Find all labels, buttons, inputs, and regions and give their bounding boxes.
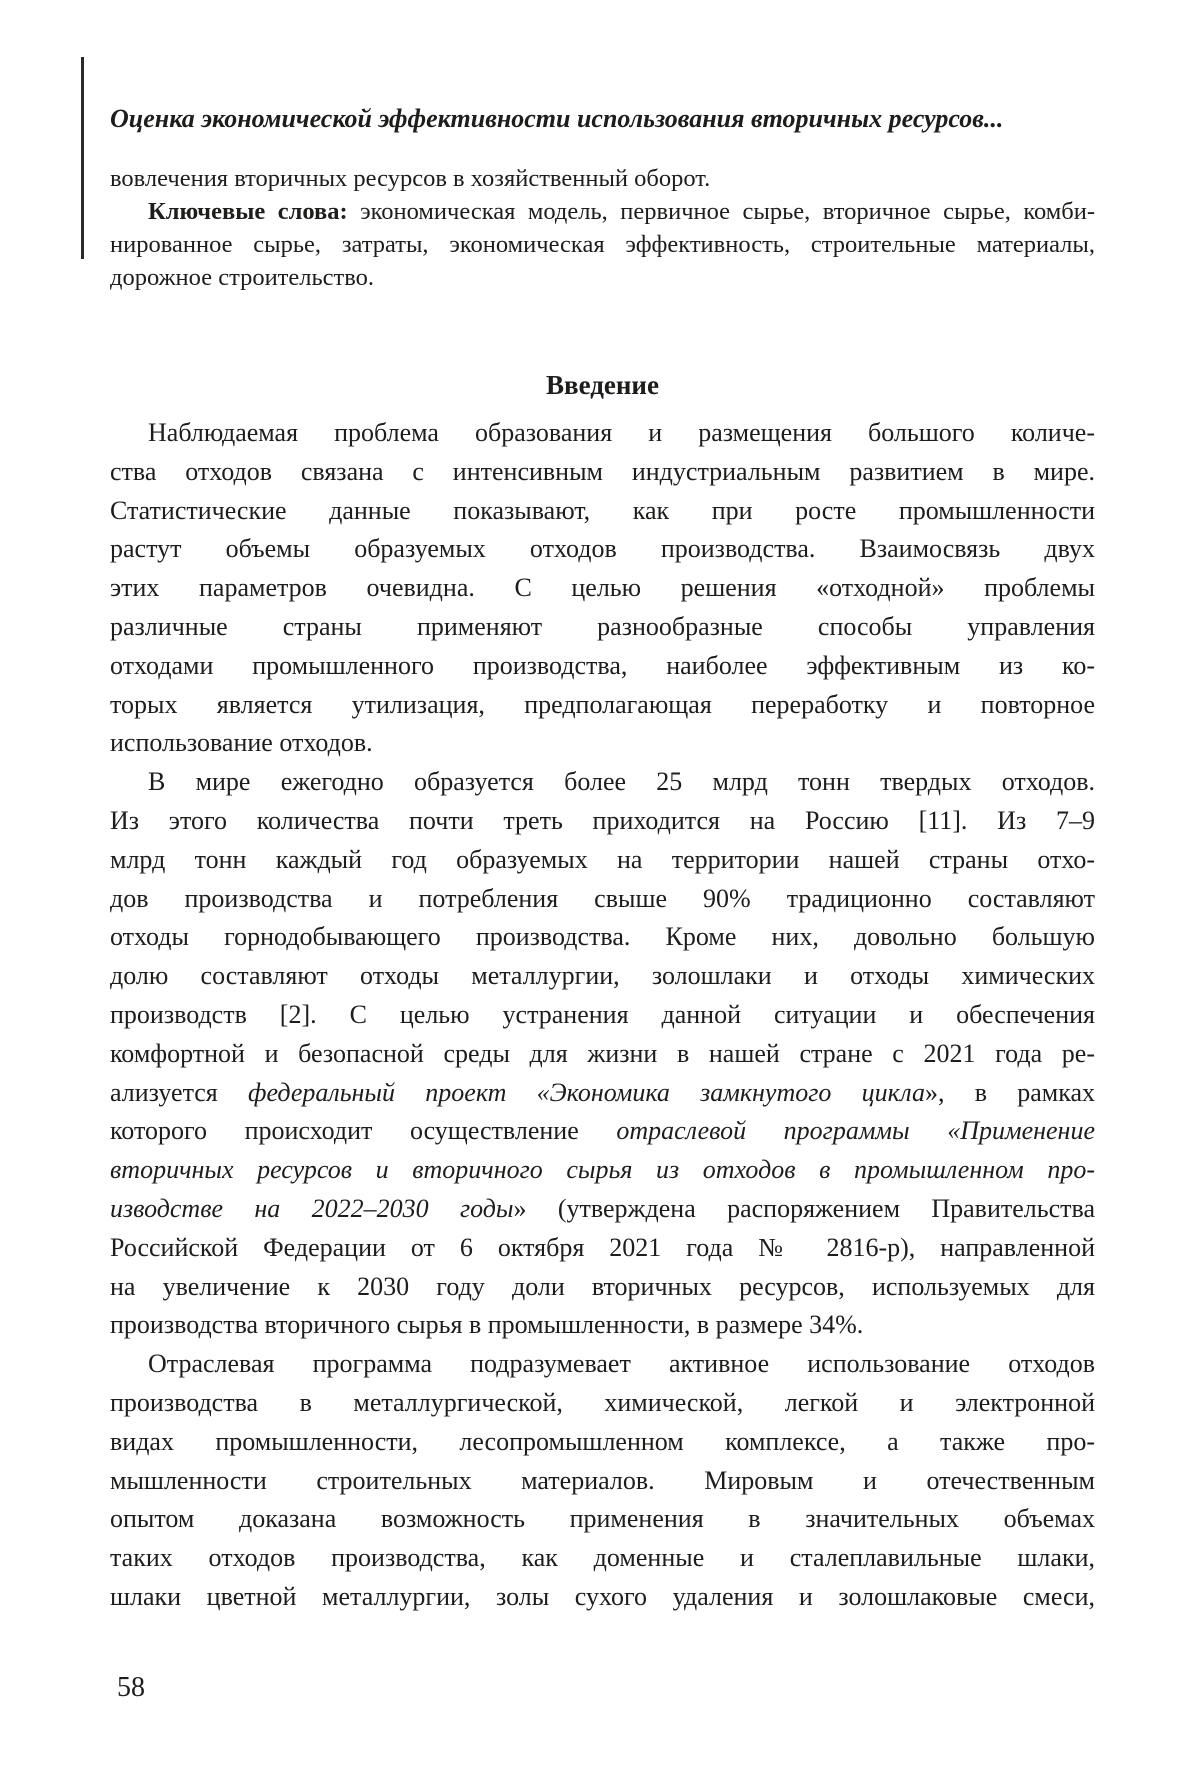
text-run: ализуется xyxy=(110,1077,248,1107)
text-run: производства в металлургической, химической, легкой и электронной xyxy=(110,1387,1095,1417)
text-run: Из этого количества почти треть приходится на Россию [11]. Из 7–9 xyxy=(110,805,1095,835)
text-line xyxy=(110,1423,1095,1462)
text-run: долю составляют отходы металлургии, золошлаки и отходы химических xyxy=(110,961,1095,991)
text-run: изводстве на 2022–2030 годы xyxy=(110,1193,514,1223)
text-run: ства отходов связана с интенсивным индустриальным развитием в мире. xyxy=(110,456,1095,486)
text-run: растут объемы образуемых отходов производства. Взаимосвязь двух xyxy=(110,534,1095,564)
text-run: торых является утилизация, предполагающая переработку и повторное xyxy=(110,689,1095,719)
text-run: », в рамках xyxy=(924,1077,1095,1107)
paragraph xyxy=(110,414,1095,763)
text-line xyxy=(110,1190,1095,1229)
text-line xyxy=(110,1074,1095,1113)
text-line xyxy=(110,1306,1095,1345)
text-run: отраслевой программы «Применение xyxy=(616,1116,1095,1146)
text-run: опытом доказана возможность применения в значительных объемах xyxy=(110,1504,1095,1534)
text-run: шлаки цветной металлургии, золы сухого удаления и золошлаковые смеси, xyxy=(110,1581,1095,1611)
text-line xyxy=(110,841,1095,880)
text-line xyxy=(110,228,1095,261)
text-line xyxy=(110,763,1095,802)
text-line xyxy=(110,195,1095,228)
text-run: экономическая модель, первичное сырье, вторичное сырье, комби- xyxy=(360,198,1095,225)
text-run: нированное сырье, затраты, экономическая эффективность, строительные материалы, xyxy=(110,231,1095,258)
text-line xyxy=(110,1268,1095,1307)
text-run: различные страны применяют разнообразные способы управления xyxy=(110,611,1095,641)
text-line xyxy=(110,261,1095,294)
text-run: дов производства и потребления свыше 90% традиционно составляют xyxy=(110,883,1095,913)
text-run: использование отходов. xyxy=(110,728,373,758)
text-run: Ключевые слова: xyxy=(148,198,361,225)
text-run: которого происходит осуществление xyxy=(110,1116,617,1146)
text-run: » (утверждена распоряжением Правительства xyxy=(513,1193,1095,1223)
text-line xyxy=(110,1384,1095,1423)
text-run: Российской Федерации от 6 октября 2021 года № 2816-р), направленной xyxy=(110,1232,1095,1262)
text-run: Статистические данные показывают, как при росте промышленности xyxy=(110,495,1095,525)
text-line xyxy=(110,686,1095,725)
text-line xyxy=(110,880,1095,919)
keywords-block xyxy=(110,195,1095,294)
text-line xyxy=(110,1035,1095,1074)
text-run: Отраслевая программа подразумевает активное использование отходов xyxy=(148,1349,1095,1379)
text-line xyxy=(110,530,1095,569)
text-run: федеральный проект «Экономика замкнутого цикла xyxy=(248,1077,925,1107)
text-run: таких отходов производства, как доменные и сталеплавильные шлаки, xyxy=(110,1543,1095,1573)
text-line xyxy=(110,724,1095,763)
text-run: отходами промышленного производства, наиболее эффективным из ко- xyxy=(110,650,1095,680)
text-line xyxy=(110,492,1095,531)
intro-paragraphs xyxy=(110,414,1095,1617)
text-line xyxy=(110,918,1095,957)
running-head: Оценка экономической эффективности использования вторичных ресурсов... xyxy=(110,104,1004,133)
text-line xyxy=(110,414,1095,453)
text-run: вторичных ресурсов и вторичного сырья из отходов в промышленном про- xyxy=(110,1155,1095,1185)
text-line xyxy=(110,1500,1095,1539)
text-run: видах промышленности, лесопромышленном комплексе, а также про- xyxy=(110,1426,1095,1456)
text-run: на увеличение к 2030 году доли вторичных ресурсов, используемых для xyxy=(110,1271,1095,1301)
text-run: В мире ежегодно образуется более 25 млрд тонн твердых отходов. xyxy=(148,767,1095,797)
text-column xyxy=(110,0,1095,1617)
text-run: производства вторичного сырья в промышленности, в размере 34%. xyxy=(110,1310,864,1340)
text-line xyxy=(110,996,1095,1035)
text-run: дорожное строительство. xyxy=(110,264,375,291)
text-line xyxy=(110,957,1095,996)
abstract-block xyxy=(110,162,1095,294)
text-run: отходы горнодобывающего производства. Кроме них, довольно большую xyxy=(110,922,1095,952)
text-run: мышленности строительных материалов. Мировым и отечественным xyxy=(110,1465,1095,1495)
text-run: Наблюдаемая проблема образования и размещения большого количе- xyxy=(148,418,1095,447)
text-run: млрд тонн каждый год образуемых на территории нашей страны отхо- xyxy=(110,844,1095,874)
abstract-tail-line: вовлечения вторичных ресурсов в хозяйственный оборот. xyxy=(110,165,711,192)
text-line xyxy=(110,1229,1095,1268)
text-line xyxy=(110,1151,1095,1190)
text-line xyxy=(110,1112,1095,1151)
text-run: комфортной и безопасной среды для жизни в нашей стране с 2021 года ре- xyxy=(110,1038,1095,1068)
text-line xyxy=(110,647,1095,686)
text-line xyxy=(110,608,1095,647)
margin-rule xyxy=(81,57,84,259)
text-line xyxy=(110,1578,1095,1617)
text-line xyxy=(110,1345,1095,1384)
text-line xyxy=(110,1539,1095,1578)
text-line xyxy=(110,569,1095,608)
paragraph xyxy=(110,1345,1095,1617)
text-line xyxy=(110,802,1095,841)
page-number: 58 xyxy=(117,1672,145,1703)
text-line xyxy=(110,453,1095,492)
paragraph xyxy=(110,763,1095,1345)
text-run: этих параметров очевидна. С целью решения «отходной» проблемы xyxy=(110,573,1095,603)
section-heading: Введение xyxy=(546,370,659,400)
text-line xyxy=(110,1462,1095,1501)
text-run: производств [2]. С целью устранения данной ситуации и обеспечения xyxy=(110,999,1095,1029)
